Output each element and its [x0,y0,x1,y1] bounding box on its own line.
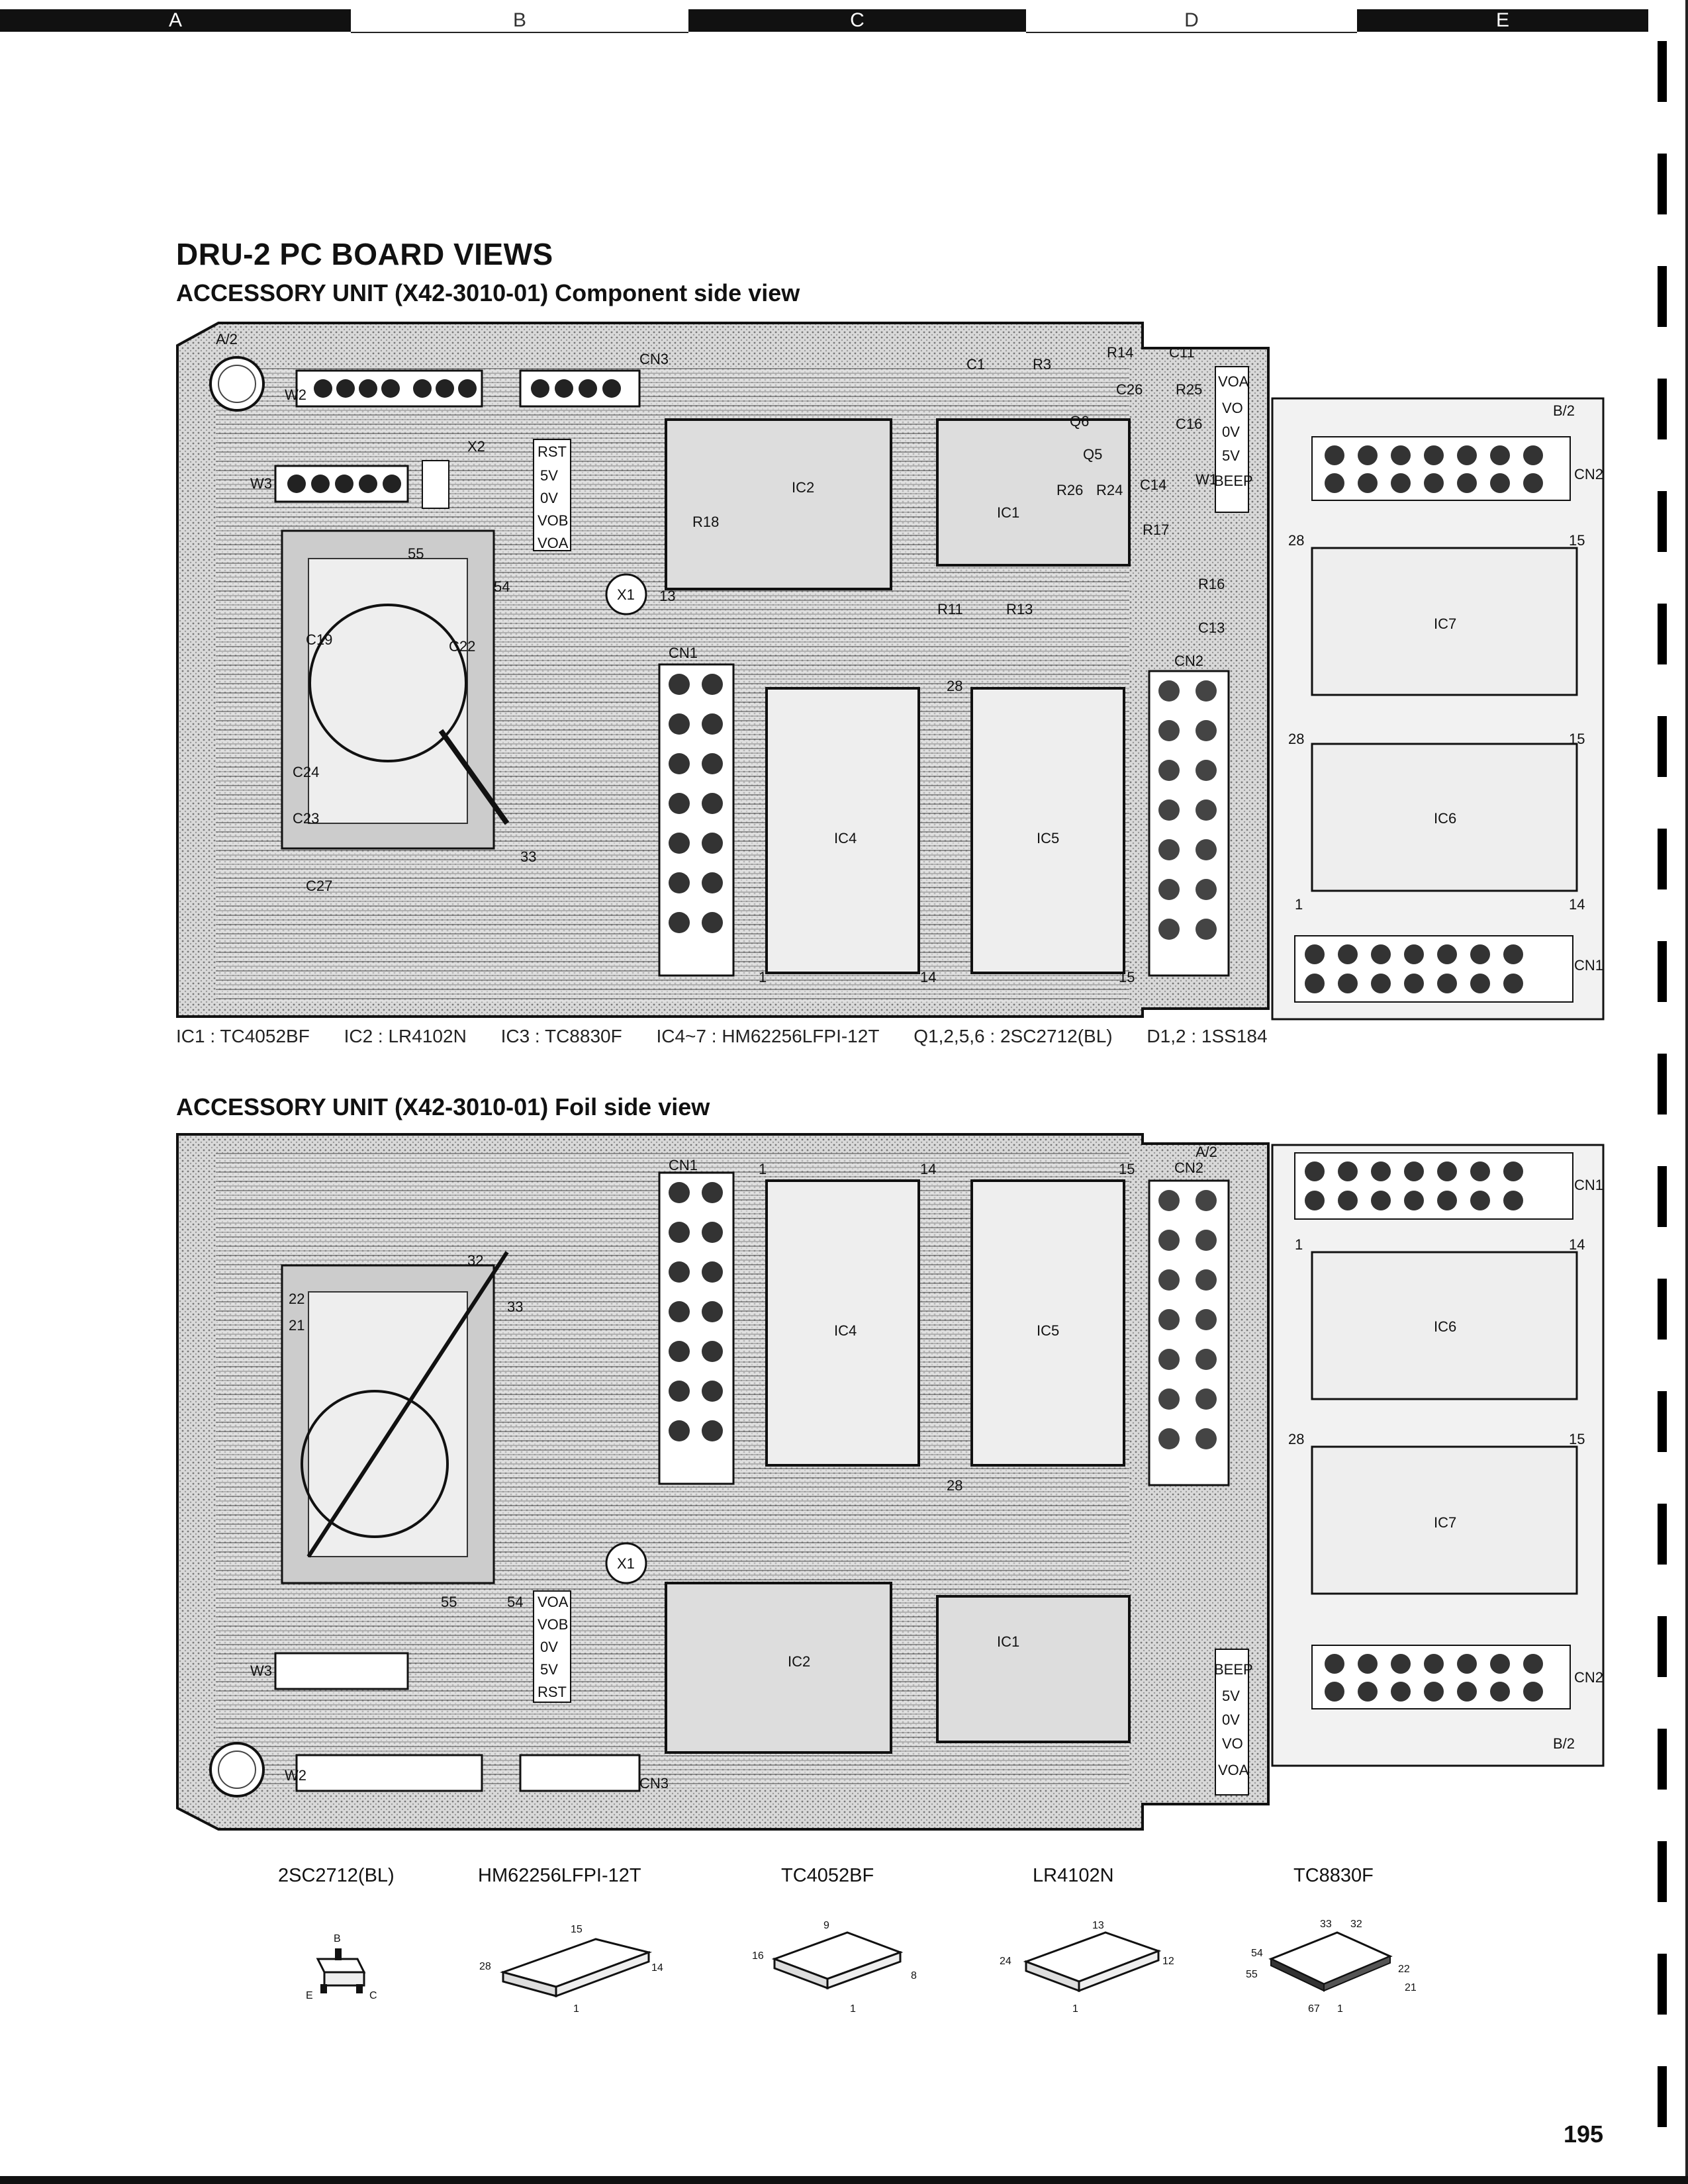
svg-text:14: 14 [651,1962,663,1974]
caption-ic1: IC1 : TC4052BF [176,1026,310,1046]
pkg-name-tc4052bf: TC4052BF [781,1865,874,1886]
svg-text:5V: 5V [540,467,558,484]
svg-text:15: 15 [1569,1431,1585,1447]
column-e: E [1357,9,1648,32]
svg-text:67: 67 [1308,2003,1320,2015]
svg-text:55: 55 [408,545,424,562]
svg-text:R14: R14 [1107,344,1134,361]
svg-text:14: 14 [920,1161,937,1177]
svg-text:VOB: VOB [538,1616,569,1633]
svg-text:VOA: VOA [1218,373,1249,390]
page-title: DRU-2 PC BOARD VIEWS [176,237,553,271]
svg-text:1: 1 [1295,896,1303,913]
board-label-a: A/2 [216,331,238,347]
svg-text:0V: 0V [1222,1711,1240,1728]
caption-diodes: D1,2 : 1SS184 [1147,1026,1268,1046]
svg-text:X1: X1 [617,1555,635,1572]
svg-text:VOB: VOB [538,512,569,529]
pkg-name-hm62256: HM62256LFPI-12T [478,1865,641,1886]
svg-text:54: 54 [494,578,510,595]
svg-text:C22: C22 [449,638,476,655]
foil-side-board [176,1133,1606,1835]
svg-text:1: 1 [573,2003,579,2015]
svg-text:IC7: IC7 [1434,1514,1457,1531]
svg-text:33: 33 [507,1298,524,1315]
svg-text:C24: C24 [293,764,320,780]
svg-text:0V: 0V [1222,424,1240,440]
svg-text:C27: C27 [306,878,333,894]
svg-text:IC4: IC4 [834,830,857,846]
svg-text:28: 28 [947,1477,963,1494]
page-number: 195 [1564,2120,1604,2148]
svg-text:R3: R3 [1033,356,1052,373]
column-a: A [0,9,351,32]
svg-text:33: 33 [520,848,537,865]
svg-text:IC5: IC5 [1037,1322,1060,1339]
svg-text:14: 14 [920,969,937,985]
svg-text:C26: C26 [1116,381,1143,398]
svg-text:15: 15 [571,1924,583,1935]
svg-text:BEEP: BEEP [1214,1661,1253,1678]
svg-text:R11: R11 [937,601,963,617]
svg-text:IC7: IC7 [1434,615,1457,632]
svg-text:IC2: IC2 [792,479,815,496]
svg-text:CN2: CN2 [1174,1160,1204,1176]
svg-text:IC6: IC6 [1434,1318,1457,1335]
svg-text:5V: 5V [1222,447,1240,464]
svg-text:C14: C14 [1140,477,1167,493]
svg-text:15: 15 [1569,532,1585,549]
svg-text:32: 32 [467,1252,484,1269]
svg-text:C13: C13 [1198,619,1225,636]
svg-text:22: 22 [289,1291,305,1307]
svg-text:C: C [369,1990,377,2001]
caption-ic4-7: IC4~7 : HM62256LFPI-12T [656,1026,880,1046]
svg-text:32: 32 [1350,1919,1362,1930]
svg-text:13: 13 [659,588,676,604]
svg-text:W3: W3 [250,475,272,492]
svg-text:55: 55 [1246,1969,1258,1980]
svg-text:R17: R17 [1143,522,1170,538]
svg-text:W2: W2 [285,387,306,403]
svg-text:C1: C1 [966,356,986,373]
svg-text:VO: VO [1222,400,1243,416]
svg-text:24: 24 [1000,1956,1011,1967]
component-side-board [176,320,1606,1022]
svg-text:21: 21 [1405,1982,1417,1993]
caption-ic2: IC2 : LR4102N [344,1026,467,1046]
svg-text:5V: 5V [540,1661,558,1678]
svg-text:CN2: CN2 [1574,466,1604,482]
foil-board-label-b: B/2 [1553,1735,1575,1752]
margin-marks [1648,0,1688,2184]
foil-view-heading: ACCESSORY UNIT (X42-3010-01) Foil side view [176,1093,710,1120]
svg-text:IC5: IC5 [1037,830,1060,846]
svg-text:IC6: IC6 [1434,810,1457,827]
svg-text:15: 15 [1119,969,1135,985]
svg-text:CN3: CN3 [639,1775,669,1792]
caption-ic3: IC3 : TC8830F [500,1026,622,1046]
svg-text:VO: VO [1222,1735,1243,1752]
svg-text:28: 28 [1288,532,1305,549]
svg-text:13: 13 [1092,1920,1104,1931]
svg-text:54: 54 [1251,1948,1263,1959]
svg-text:54: 54 [507,1594,524,1610]
svg-text:W3: W3 [250,1662,272,1679]
svg-text:X2: X2 [467,438,485,455]
svg-text:CN1: CN1 [669,645,698,661]
svg-text:28: 28 [1288,731,1305,747]
svg-text:14: 14 [1569,896,1585,913]
bottom-edge [0,2176,1688,2184]
svg-text:VOA: VOA [538,1594,569,1610]
svg-text:IC1: IC1 [997,1633,1020,1650]
svg-text:CN1: CN1 [1574,1177,1604,1193]
svg-text:0V: 0V [540,1639,558,1655]
svg-text:1: 1 [850,2003,856,2015]
svg-text:CN1: CN1 [1574,957,1604,974]
parts-caption [176,1026,1297,1047]
svg-text:Q5: Q5 [1083,446,1103,463]
svg-text:0V: 0V [540,490,558,506]
svg-text:CN1: CN1 [669,1157,698,1173]
svg-text:C19: C19 [306,631,333,648]
svg-text:RST: RST [538,1684,567,1700]
svg-text:VOA: VOA [1218,1762,1249,1778]
svg-text:5V: 5V [1222,1688,1240,1704]
column-b: B [351,9,688,33]
svg-text:CN2: CN2 [1174,653,1204,669]
svg-text:R18: R18 [692,514,720,530]
svg-text:W2: W2 [285,1767,306,1784]
svg-text:VOA: VOA [538,535,569,551]
pkg-name-tc8830f: TC8830F [1293,1865,1374,1886]
pkg-name-2sc2712: 2SC2712(BL) [278,1865,395,1886]
svg-text:R13: R13 [1006,601,1033,617]
svg-text:BEEP: BEEP [1214,473,1253,489]
svg-text:9: 9 [823,1920,829,1931]
svg-text:C23: C23 [293,810,320,827]
svg-text:1: 1 [1337,2003,1343,2015]
pkg-figure-2sc2712 [291,1913,397,2022]
svg-text:22: 22 [1398,1964,1410,1975]
pkg-figure-tc4052bf [741,1913,940,2022]
svg-text:C16: C16 [1176,416,1203,432]
pkg-figure-tc8830f [1231,1913,1430,2022]
svg-text:1: 1 [759,969,767,985]
svg-text:28: 28 [479,1961,491,1972]
pkg-figure-hm62256 [463,1913,675,2022]
svg-text:28: 28 [1288,1431,1305,1447]
svg-text:1: 1 [759,1161,767,1177]
svg-text:14: 14 [1569,1236,1585,1253]
svg-text:B: B [334,1933,341,1944]
pkg-name-lr4102n: LR4102N [1033,1865,1114,1886]
svg-text:33: 33 [1320,1919,1332,1930]
svg-text:CN2: CN2 [1574,1669,1604,1686]
column-ruler [0,9,1688,32]
svg-text:RST: RST [538,443,567,460]
pkg-figure-lr4102n [993,1913,1192,2022]
svg-text:12: 12 [1162,1956,1174,1967]
svg-text:IC4: IC4 [834,1322,857,1339]
svg-text:C11: C11 [1169,344,1195,361]
svg-text:X1: X1 [617,586,635,603]
svg-text:E: E [306,1990,313,2001]
svg-text:IC1: IC1 [997,504,1020,521]
column-c: C [688,9,1026,32]
svg-text:55: 55 [441,1594,457,1610]
svg-text:21: 21 [289,1317,305,1334]
svg-text:Q6: Q6 [1070,413,1090,430]
svg-text:8: 8 [911,1970,917,1981]
component-view-heading: ACCESSORY UNIT (X42-3010-01) Component side view [176,279,800,306]
svg-text:28: 28 [947,678,963,694]
svg-text:IC2: IC2 [788,1653,811,1670]
svg-text:R25: R25 [1176,381,1203,398]
caption-transistors: Q1,2,5,6 : 2SC2712(BL) [914,1026,1113,1046]
svg-text:R16: R16 [1198,576,1225,592]
board-label-b: B/2 [1553,402,1575,419]
svg-text:16: 16 [752,1950,764,1962]
column-d: D [1026,9,1357,33]
svg-text:R24: R24 [1096,482,1123,498]
svg-text:R26: R26 [1056,482,1084,498]
svg-text:15: 15 [1569,731,1585,747]
svg-text:CN3: CN3 [639,351,669,367]
svg-text:W1: W1 [1196,471,1217,488]
svg-text:1: 1 [1295,1236,1303,1253]
foil-board-label-a: A/2 [1196,1144,1218,1160]
svg-text:1: 1 [1072,2003,1078,2015]
svg-text:15: 15 [1119,1161,1135,1177]
